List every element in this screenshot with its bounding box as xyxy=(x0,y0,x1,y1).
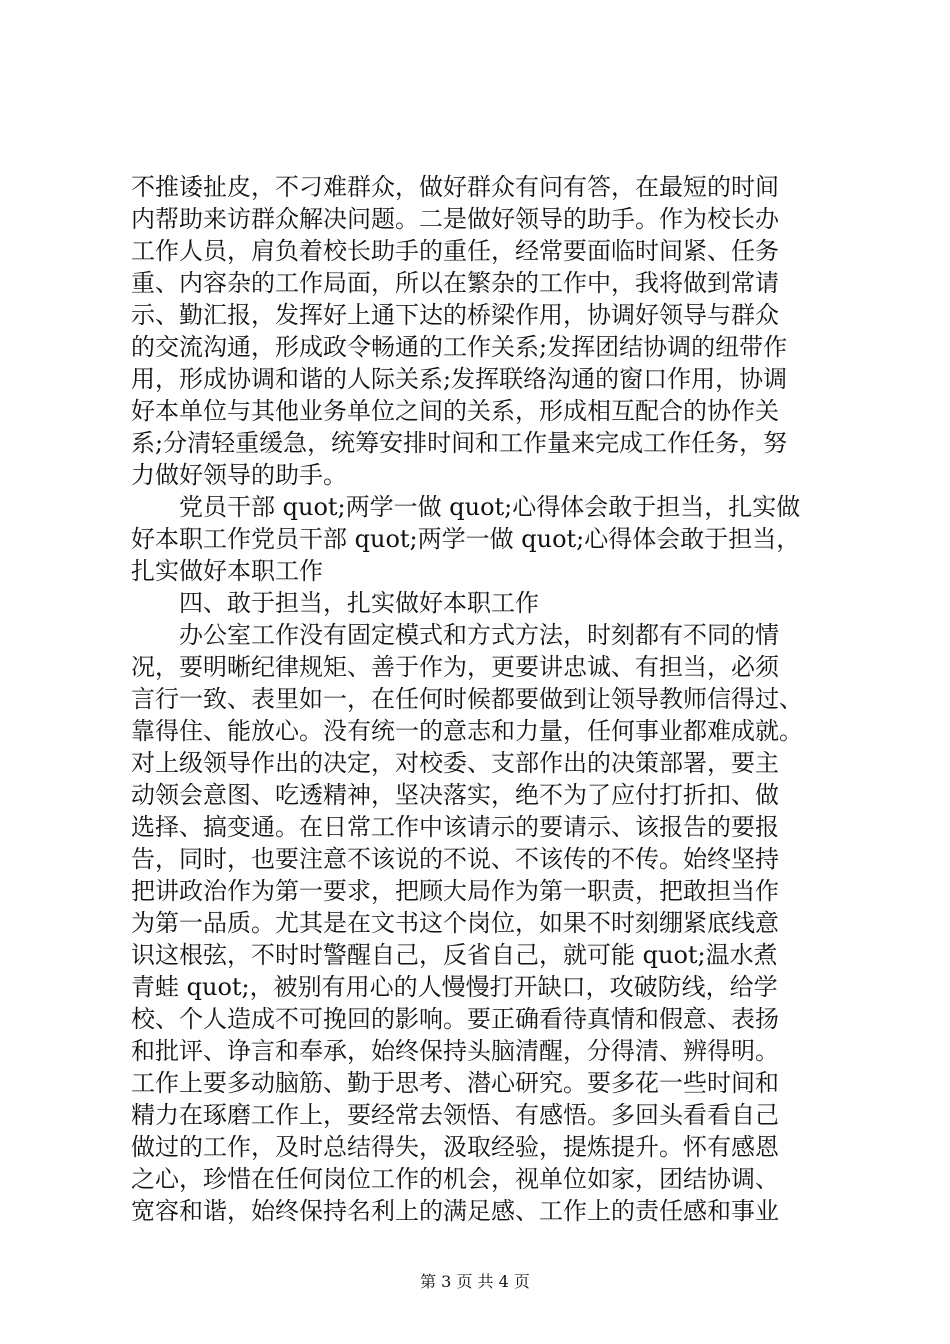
text-line: 工作上要多动脑筋、勤于思考、潜心研究。要多花一些时间和 xyxy=(131,1069,779,1097)
text-line: 内帮助来访群众解决问题。二是做好领导的助手。作为校长办 xyxy=(131,205,779,233)
text-line: 的交流沟通，形成政令畅通的工作关系;发挥团结协调的纽带作 xyxy=(131,333,788,361)
text-line: 为第一品质。尤其是在文书这个岗位，如果不时刻绷紧底线意 xyxy=(131,909,779,937)
text-line: 精力在琢磨工作上，要经常去领悟、有感悟。多回头看看自己 xyxy=(131,1101,779,1129)
text-line: 四、敢于担当，扎实做好本职工作 xyxy=(179,589,539,617)
text-line: 不推诿扯皮，不刁难群众，做好群众有问有答，在最短的时间 xyxy=(131,173,779,201)
text-line: 动领会意图、吃透精神，坚决落实，绝不为了应付打折扣、做 xyxy=(131,781,779,809)
document-body xyxy=(131,171,831,1227)
page-footer: 第 3 页 共 4 页 xyxy=(420,1272,530,1291)
text-line: 识这根弦，不时时警醒自己，反省自己，就可能 quot;温水煮 xyxy=(131,941,778,969)
text-line: 做过的工作，及时总结得失，汲取经验，提炼提升。怀有感恩 xyxy=(131,1133,779,1161)
text-line: 重、内容杂的工作局面，所以在繁杂的工作中，我将做到常请 xyxy=(131,269,779,297)
text-line: 办公室工作没有固定模式和方式方法，时刻都有不同的情 xyxy=(179,621,779,649)
text-line: 和批评、诤言和奉承，始终保持头脑清醒，分得清、辨得明。 xyxy=(131,1037,779,1065)
text-line: 选择、搞变通。在日常工作中该请示的要请示、该报告的要报 xyxy=(131,813,779,841)
text-line: 告，同时，也要注意不该说的不说、不该传的不传。始终坚持 xyxy=(131,845,779,873)
text-line: 靠得住、能放心。没有统一的意志和力量，任何事业都难成就。 xyxy=(131,717,803,745)
text-line: 工作人员，肩负着校长助手的重任，经常要面临时间紧、任务 xyxy=(131,237,779,265)
text-line: 用，形成协调和谐的人际关系;发挥联络沟通的窗口作用，协调 xyxy=(131,365,788,393)
text-line: 党员干部 quot;两学一做 quot;心得体会敢于担当，扎实做 xyxy=(179,493,801,521)
text-line: 示、勤汇报，发挥好上通下达的桥梁作用，协调好领导与群众 xyxy=(131,301,779,329)
text-line: 之心，珍惜在任何岗位工作的机会，视单位如家，团结协调、 xyxy=(131,1165,779,1193)
text-line: 校、个人造成不可挽回的影响。要正确看待真情和假意、表扬 xyxy=(131,1005,779,1033)
text-line: 况，要明晰纪律规矩、善于作为，更要讲忠诚、有担当，必须 xyxy=(131,653,779,681)
text-line: 好本单位与其他业务单位之间的关系，形成相互配合的协作关 xyxy=(131,397,779,425)
text-line: 宽容和谐，始终保持名利上的满足感、工作上的责任感和事业 xyxy=(131,1197,779,1225)
text-line: 言行一致、表里如一，在任何时候都要做到让领导教师信得过、 xyxy=(131,685,803,713)
text-line: 扎实做好本职工作 xyxy=(131,557,323,585)
text-line: 青蛙 quot;，被别有用心的人慢慢打开缺口，攻破防线，给学 xyxy=(131,973,778,1001)
text-line: 对上级领导作出的决定，对校委、支部作出的决策部署，要主 xyxy=(131,749,779,777)
text-line: 把讲政治作为第一要求，把顾大局作为第一职责，把敢担当作 xyxy=(131,877,779,905)
text-line: 好本职工作党员干部 quot;两学一做 quot;心得体会敢于担当， xyxy=(131,525,801,553)
text-line: 力做好领导的助手。 xyxy=(131,461,347,489)
text-line: 系;分清轻重缓急，统筹安排时间和工作量来完成工作任务，努 xyxy=(131,429,788,457)
